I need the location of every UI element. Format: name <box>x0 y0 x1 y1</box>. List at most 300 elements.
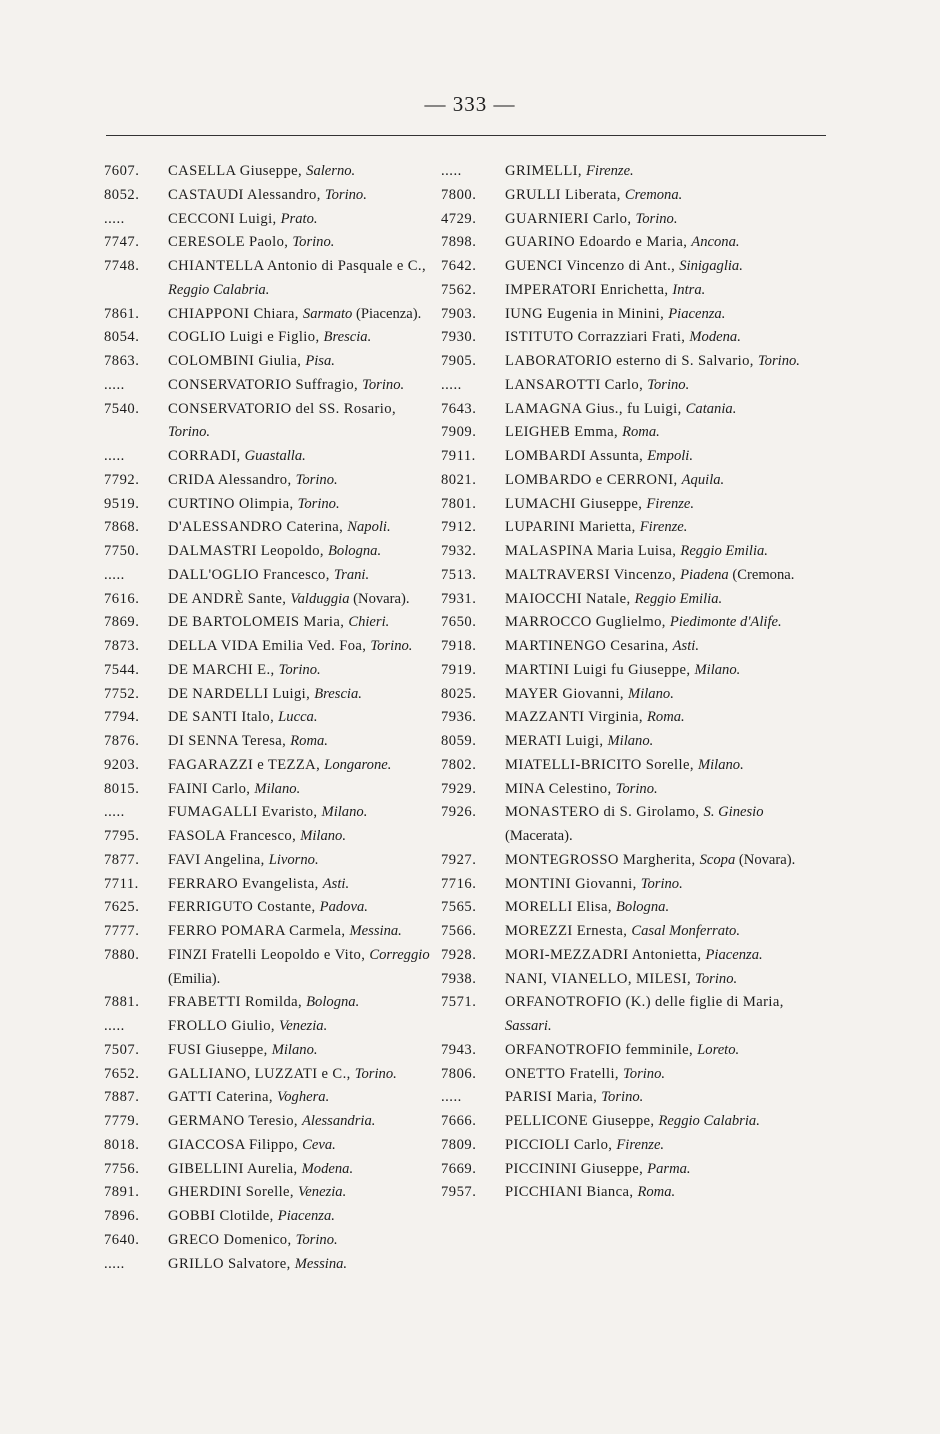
list-item <box>104 1205 430 1229</box>
entry-place: Firenze. <box>616 1136 665 1153</box>
entry-name: DELLA VIDA Emilia Ved. Foa, <box>168 638 371 654</box>
entry-place: Torino. <box>647 376 690 393</box>
list-item <box>104 849 430 873</box>
entry-number: 7750. <box>104 543 140 559</box>
entry-number: 9203. <box>104 756 140 773</box>
entry-name: PICCIOLI Carlo, <box>505 1136 617 1153</box>
entry-name: CECCONI Luigi, <box>168 210 281 227</box>
entry-name: LANSAROTTI Carlo, <box>505 376 648 393</box>
entry-place: Torino. <box>695 970 738 987</box>
entry-number: 7957. <box>441 1184 477 1201</box>
entry-number: 7881. <box>104 994 140 1011</box>
entry-place: Torino. <box>295 471 338 488</box>
entry-name: D'ALESSANDRO Caterina, <box>168 519 348 536</box>
entry-number: 8052. <box>104 186 140 203</box>
entry-name: MARTINENGO Cesarina, <box>505 638 673 654</box>
list-item <box>441 944 823 968</box>
entry-number: 7898. <box>441 234 477 251</box>
entry-place: Piacenza. <box>668 305 726 322</box>
entry-number: 7863. <box>104 353 140 369</box>
entry-name: PARISI Maria, <box>505 1089 602 1106</box>
entry-name: DI SENNA Teresa, <box>168 733 291 749</box>
entry-number: 7891. <box>104 1184 140 1201</box>
entry-place: Milano. <box>607 733 654 749</box>
entry-number: 7507. <box>104 1041 140 1058</box>
entry-name: PICCININI Giuseppe, <box>505 1160 648 1177</box>
list-item <box>441 160 823 184</box>
entry-name: CASTAUDI Alessandro, <box>168 186 325 203</box>
list-item <box>104 469 430 493</box>
entry-number: 7513. <box>441 566 477 583</box>
list-item <box>104 1063 430 1087</box>
list-item <box>104 350 430 374</box>
entry-place: Longarone. <box>324 756 392 773</box>
entry-place: Sinigaglia. <box>679 258 743 274</box>
entry-place: Parma. <box>647 1160 691 1177</box>
list-item <box>441 564 823 588</box>
entry-number: 7918. <box>441 638 477 654</box>
entry-place: Trani. <box>333 566 370 583</box>
entry-name: COLOMBINI Giulia, <box>168 353 306 369</box>
entry-name: FINZI Fratelli Leopoldo e Vito, <box>168 946 370 963</box>
list-item <box>104 1158 430 1182</box>
entry-place: Cremona. <box>624 186 683 203</box>
entry-place: Scopa <box>699 851 736 868</box>
entry-place: Torino. <box>623 1065 666 1082</box>
entry-name: GRECO Domenico, <box>168 1231 296 1248</box>
list-item <box>104 1253 430 1277</box>
entry-number: 4729. <box>441 210 477 227</box>
entry-number: 7919. <box>441 661 477 678</box>
list-item <box>441 635 823 659</box>
list-item <box>441 991 823 1039</box>
list-item <box>441 516 823 540</box>
entry-place: Torino. <box>324 186 367 203</box>
entry-name: ORFANOTROFIO (K.) delle figlie di Maria, <box>505 994 784 1011</box>
entry-number: ..... <box>104 1018 125 1034</box>
entry-name: FAINI Carlo, <box>168 780 255 797</box>
entry-number: 7931. <box>441 590 477 607</box>
entry-name: GUARINO Edoardo e Maria, <box>505 234 692 251</box>
entry-suffix: (Novara). <box>735 851 796 868</box>
entry-name: FAGARAZZI e TEZZA, <box>168 756 325 773</box>
entry-name: FROLLO Giulio, <box>168 1018 279 1034</box>
entry-suffix: (Cremona. <box>728 566 795 583</box>
list-item <box>441 1110 823 1134</box>
entry-name: GHERDINI Sorelle, <box>168 1184 299 1201</box>
entry-number: 7565. <box>441 899 477 916</box>
entry-place: Messina. <box>294 1255 348 1272</box>
entry-name: MIATELLI-BRICITO Sorelle, <box>505 756 698 773</box>
list-item <box>104 659 430 683</box>
entry-number: 8015. <box>104 780 140 797</box>
entry-name: CORRADI, <box>168 448 245 464</box>
list-item <box>104 825 430 849</box>
entry-name: LABORATORIO esterno di S. Salvario, <box>505 353 758 369</box>
list-item <box>441 493 823 517</box>
list-item <box>441 920 823 944</box>
entry-number: 7903. <box>441 305 477 322</box>
entry-number: 7909. <box>441 424 477 441</box>
list-item <box>441 659 823 683</box>
entry-place: Torino. <box>354 1065 397 1082</box>
entry-place: Modena. <box>301 1160 354 1177</box>
entry-number: 7643. <box>441 400 477 417</box>
entry-name: IMPERATORI Enrichetta, <box>505 281 673 298</box>
list-item <box>441 255 823 279</box>
entry-place: Torino. <box>362 376 405 393</box>
entry-name: CHIAPPONI Chiara, <box>168 305 303 322</box>
entry-name: PICCHIANI Bianca, <box>505 1184 638 1201</box>
entry-number: 7802. <box>441 756 477 773</box>
entry-place: Milano. <box>321 804 368 821</box>
entry-number: 7861. <box>104 305 140 322</box>
entry-place: Casal Monferrato. <box>631 923 741 939</box>
list-item <box>441 611 823 635</box>
list-item <box>104 635 430 659</box>
entry-place: Torino. <box>168 424 211 441</box>
list-item <box>104 1110 430 1134</box>
list-item <box>104 754 430 778</box>
entry-place: Loreto. <box>697 1041 740 1058</box>
list-item <box>104 1086 430 1110</box>
list-item <box>104 160 430 184</box>
list-item <box>441 683 823 707</box>
entry-name: MALASPINA Maria Luisa, <box>505 543 681 559</box>
entry-number: 7912. <box>441 519 477 536</box>
entry-place: Venezia. <box>279 1018 328 1034</box>
entry-suffix: (Piacenza). <box>352 305 422 322</box>
list-item <box>441 231 823 255</box>
entry-number: 7747. <box>104 234 140 251</box>
entry-name: GIBELLINI Aurelia, <box>168 1160 302 1177</box>
entry-number: ..... <box>104 804 125 821</box>
entry-place: Ceva. <box>302 1136 336 1153</box>
entry-number: 7777. <box>104 923 140 939</box>
entry-name: DE MARCHI E., <box>168 661 279 678</box>
entry-name: MORELLI Elisa, <box>505 899 616 916</box>
entry-number: 7936. <box>441 709 477 726</box>
entry-number: 7869. <box>104 614 140 631</box>
entry-name: FERRARO Evangelista, <box>168 875 323 892</box>
entry-place: Napoli. <box>347 519 391 536</box>
entry-name: MORI-MEZZADRI Antonietta, <box>505 946 706 963</box>
entry-number: 7669. <box>441 1160 477 1177</box>
list-item <box>441 374 823 398</box>
entry-number: ..... <box>104 1255 125 1272</box>
entry-number: 7927. <box>441 851 477 868</box>
left-column <box>104 160 430 1276</box>
list-item <box>441 350 823 374</box>
entry-name: DALL'OGLIO Francesco, <box>168 566 334 583</box>
entry-number: 7642. <box>441 258 477 274</box>
entry-name: LOMBARDI Assunta, <box>505 448 648 464</box>
entry-number: 7905. <box>441 353 477 369</box>
entry-place: Bologna. <box>615 899 670 916</box>
entry-place: Intra. <box>672 281 706 298</box>
entry-number: 7896. <box>104 1208 140 1224</box>
entry-number: ..... <box>441 1089 462 1106</box>
list-item <box>441 588 823 612</box>
entry-name: FERRO POMARA Carmela, <box>168 923 350 939</box>
list-item <box>441 801 823 849</box>
entry-place: Piadena <box>680 566 729 583</box>
entry-place: Piacenza. <box>705 946 763 963</box>
list-item <box>441 1086 823 1110</box>
entry-place: Voghera. <box>276 1089 330 1106</box>
entry-place: Roma. <box>637 1184 676 1201</box>
entry-place: Torino. <box>297 495 340 512</box>
list-item <box>104 896 430 920</box>
entry-place: Milano. <box>697 756 744 773</box>
entry-place: Roma. <box>290 733 328 749</box>
list-item <box>104 516 430 540</box>
entry-place: Milano. <box>254 780 301 797</box>
page-number: — 333 — <box>424 92 516 116</box>
entry-name: MARTINI Luigi fu Giuseppe, <box>505 661 695 678</box>
entry-number: 7943. <box>441 1041 477 1058</box>
entry-name: GALLIANO, LUZZATI e C., <box>168 1065 355 1082</box>
entry-number: 7868. <box>104 519 140 536</box>
list-item <box>104 611 430 635</box>
list-item <box>441 1158 823 1182</box>
entry-number: ..... <box>104 210 125 227</box>
entry-place: Milano. <box>694 661 741 678</box>
entry-number: 7800. <box>441 186 477 203</box>
entry-name: FERRIGUTO Costante, <box>168 899 320 916</box>
entry-number: 7616. <box>104 590 140 607</box>
entry-place: Bologna. <box>306 994 360 1011</box>
entry-name: NANI, VIANELLO, MILESI, <box>505 970 696 987</box>
entry-place: Correggio <box>369 946 430 963</box>
entry-number: 7795. <box>104 828 140 844</box>
entry-name: MERATI Luigi, <box>505 733 608 749</box>
entry-number: 7756. <box>104 1160 140 1177</box>
entry-suffix: (Novara). <box>349 590 410 607</box>
list-item <box>441 184 823 208</box>
entry-name: FAVI Angelina, <box>168 851 269 868</box>
entry-name: LOMBARDO e CERRONI, <box>505 471 682 488</box>
entry-place: Guastalla. <box>244 448 306 464</box>
entry-place: Torino. <box>278 661 321 678</box>
list-item <box>441 778 823 802</box>
list-item <box>104 683 430 707</box>
entry-number: 7809. <box>441 1136 477 1153</box>
list-item <box>104 920 430 944</box>
entry-name: CONSERVATORIO Suffragio, <box>168 376 363 393</box>
entry-number: 7562. <box>441 281 477 298</box>
entry-name: MONASTERO di S. Girolamo, <box>505 804 704 821</box>
entry-number: 7607. <box>104 163 140 179</box>
list-item <box>104 374 430 398</box>
entry-place: Messina. <box>349 923 402 939</box>
list-item <box>441 445 823 469</box>
list-item <box>441 208 823 232</box>
entry-place: S. Ginesio <box>703 804 764 821</box>
list-item <box>104 944 430 992</box>
list-item <box>441 303 823 327</box>
entry-name: DE ANDRÈ Sante, <box>168 590 291 607</box>
entry-name: LAMAGNA Gius., fu Luigi, <box>505 400 686 417</box>
list-item <box>441 1039 823 1063</box>
entry-number: 7666. <box>441 1113 477 1129</box>
list-item <box>441 968 823 992</box>
entry-place: Empoli. <box>647 448 694 464</box>
entry-name: COGLIO Luigi e Figlio, <box>168 329 324 346</box>
entry-place: Brescia. <box>323 329 372 346</box>
list-item <box>104 991 430 1015</box>
list-item <box>104 1181 430 1205</box>
entry-name: GERMANO Teresio, <box>168 1113 303 1129</box>
entry-name: MINA Celestino, <box>505 780 616 797</box>
entry-name: LUMACHI Giuseppe, <box>505 495 647 512</box>
entry-name: FUSI Giuseppe, <box>168 1041 272 1058</box>
entry-place: Torino. <box>635 210 678 227</box>
entry-place: Alessandria. <box>302 1113 376 1129</box>
entry-place: Reggio Emilia. <box>634 590 723 607</box>
entry-place: Reggio Emilia. <box>680 543 768 559</box>
entry-name: MAIOCCHI Natale, <box>505 590 635 607</box>
entry-suffix: (Emilia). <box>168 970 221 987</box>
entry-place: Ancona. <box>691 234 740 251</box>
entry-number: 7540. <box>104 400 140 417</box>
list-item <box>104 1134 430 1158</box>
entry-place: Torino. <box>615 780 658 797</box>
entry-name: LUPARINI Marietta, <box>505 519 640 536</box>
entry-name: DE SANTI Italo, <box>168 709 279 726</box>
entry-place: Milano. <box>628 685 674 702</box>
list-item <box>441 754 823 778</box>
entry-name: MAZZANTI Virginia, <box>505 709 647 726</box>
entry-number: 9519. <box>104 495 140 512</box>
entry-number: 7566. <box>441 923 477 939</box>
entry-number: 7748. <box>104 258 140 274</box>
entry-name: GUENCI Vincenzo di Ant., <box>505 258 680 274</box>
entry-number: 7752. <box>104 685 140 702</box>
entry-number: 8021. <box>441 471 477 488</box>
list-item <box>104 873 430 897</box>
entry-number: ..... <box>104 566 125 583</box>
entry-place: Roma. <box>622 424 660 441</box>
entry-number: 7938. <box>441 970 477 987</box>
entry-name: FASOLA Francesco, <box>168 828 301 844</box>
entry-place: Firenze. <box>646 495 695 512</box>
entry-name: ORFANOTROFIO femminile, <box>505 1041 698 1058</box>
list-item <box>104 778 430 802</box>
entry-number: 7876. <box>104 733 140 749</box>
entry-name: FUMAGALLI Evaristo, <box>168 804 322 821</box>
entry-name: DALMASTRI Leopoldo, <box>168 543 329 559</box>
entry-name: GOBBI Clotilde, <box>168 1208 278 1224</box>
entry-place: Reggio Calabria. <box>658 1113 760 1129</box>
entry-number: 7873. <box>104 638 140 654</box>
entry-place: Piedimonte d'Alife. <box>669 614 782 631</box>
list-item <box>441 279 823 303</box>
entry-name: CRIDA Alessandro, <box>168 471 296 488</box>
entry-name: PELLICONE Giuseppe, <box>505 1113 659 1129</box>
list-item <box>104 1229 430 1253</box>
entry-place: Asti. <box>672 638 699 654</box>
list-item <box>104 540 430 564</box>
entry-name: MONTEGROSSO Margherita, <box>505 851 700 868</box>
list-item <box>104 1039 430 1063</box>
list-item <box>441 1181 823 1205</box>
entry-name: DE NARDELLI Luigi, <box>168 685 315 702</box>
list-item <box>104 208 430 232</box>
entry-place: Piacenza. <box>277 1208 335 1224</box>
list-item <box>104 706 430 730</box>
entry-place: Torino. <box>757 353 800 369</box>
list-item <box>104 231 430 255</box>
list-item <box>441 873 823 897</box>
entry-place: Milano. <box>300 828 346 844</box>
entry-place: Torino. <box>295 1231 338 1248</box>
entry-place: Prato. <box>280 210 318 227</box>
entry-place: Firenze. <box>586 163 634 179</box>
list-item <box>441 849 823 873</box>
list-item <box>104 184 430 208</box>
entry-number: 7792. <box>104 471 140 488</box>
entry-number: ..... <box>104 448 125 464</box>
list-item <box>441 706 823 730</box>
entry-name: IUNG Eugenia in Minini, <box>505 305 669 322</box>
entry-place: Torino. <box>640 875 683 892</box>
entry-number: 7650. <box>441 614 477 631</box>
entry-number: 7571. <box>441 994 477 1011</box>
list-item <box>104 255 430 303</box>
list-item <box>441 896 823 920</box>
entry-number: 7625. <box>104 899 140 916</box>
entry-place: Livorno. <box>268 851 319 868</box>
entry-number: 7640. <box>104 1231 140 1248</box>
entry-place: Roma. <box>646 709 685 726</box>
entry-name: GRILLO Salvatore, <box>168 1255 295 1272</box>
entry-name: FRABETTI Romilda, <box>168 994 307 1011</box>
entry-name: GUARNIERI Carlo, <box>505 210 636 227</box>
list-item <box>104 588 430 612</box>
entry-place: Sassari. <box>505 1018 552 1034</box>
entry-name: LEIGHEB Emma, <box>505 424 623 441</box>
entry-place: Salerno. <box>306 163 356 179</box>
entry-place: Valduggia <box>290 590 350 607</box>
entry-place: Asti. <box>322 875 350 892</box>
list-item <box>441 326 823 350</box>
entry-suffix: (Macerata). <box>505 828 573 844</box>
entry-place: Lucca. <box>278 709 318 726</box>
entry-number: 7652. <box>104 1065 140 1082</box>
entry-name: MARROCCO Guglielmo, <box>505 614 670 631</box>
entry-number: 7779. <box>104 1113 140 1129</box>
entry-place: Milano. <box>271 1041 318 1058</box>
list-item <box>441 540 823 564</box>
entry-name: ISTITUTO Corrazziari Frati, <box>505 329 690 346</box>
entry-place: Modena. <box>689 329 741 346</box>
entry-number: 8025. <box>441 685 477 702</box>
list-item <box>104 398 430 446</box>
entry-name: GRIMELLI, <box>505 163 587 179</box>
entry-number: 7716. <box>441 875 477 892</box>
list-item <box>104 493 430 517</box>
entry-number: 7929. <box>441 780 477 797</box>
entry-name: ONETTO Fratelli, <box>505 1065 623 1082</box>
list-item <box>441 398 823 422</box>
list-item <box>104 1015 430 1039</box>
entry-place: Torino. <box>601 1089 644 1106</box>
entry-number: ..... <box>441 376 462 393</box>
entry-number: ..... <box>104 376 125 393</box>
entry-place: Pisa. <box>305 353 335 369</box>
entry-number: 8059. <box>441 733 477 749</box>
